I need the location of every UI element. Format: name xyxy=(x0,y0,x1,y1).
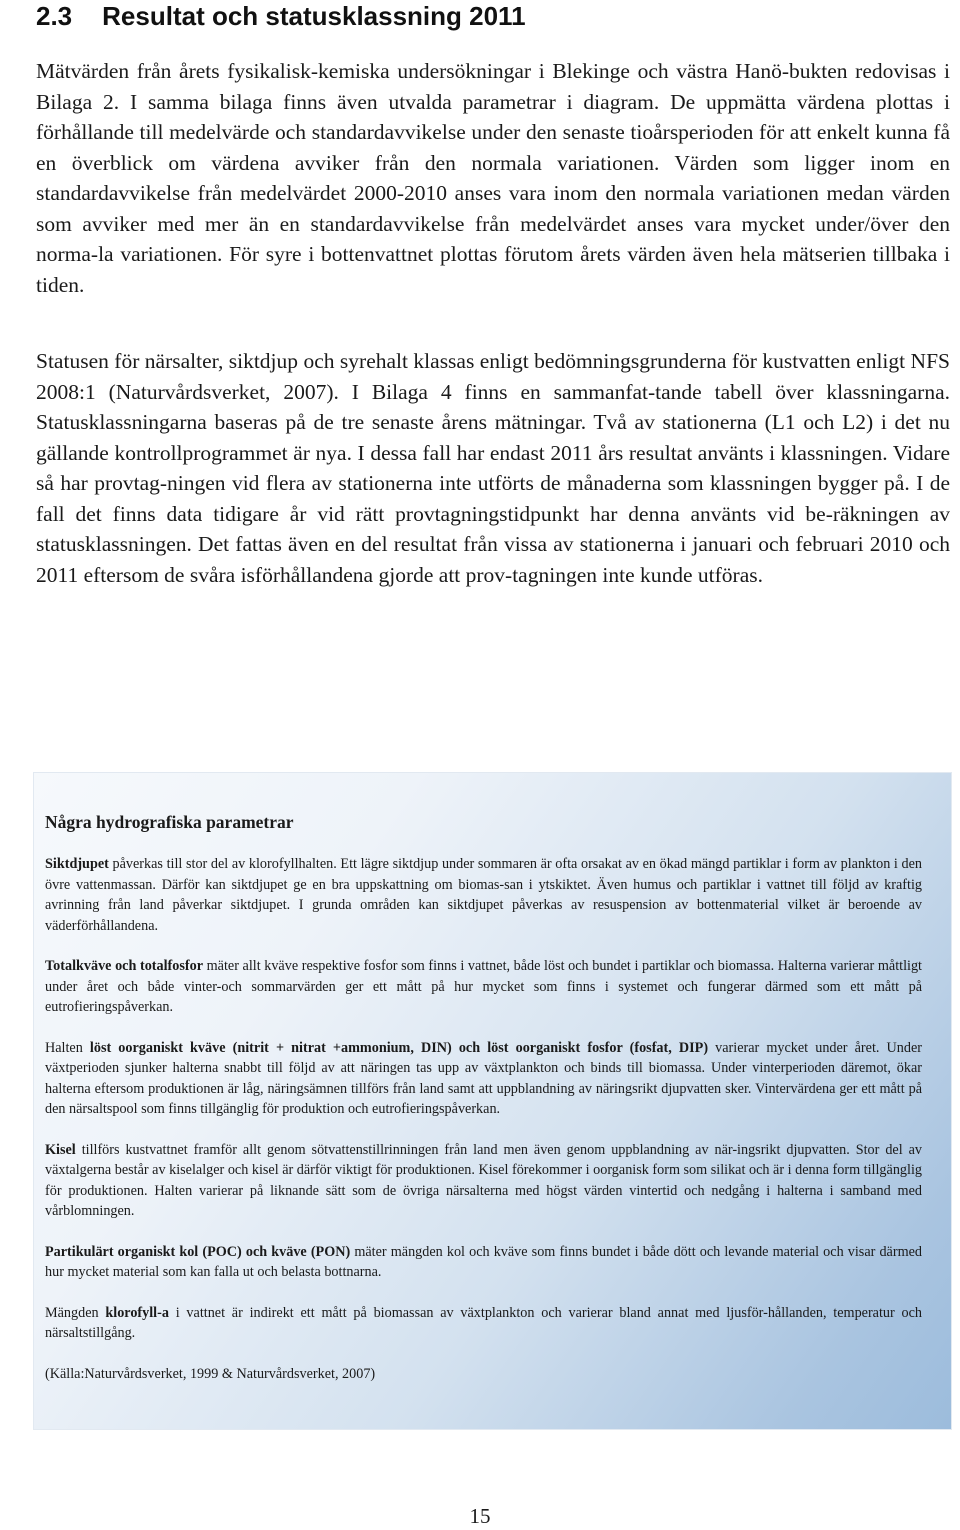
info-klorofyll-term: klorofyll-a xyxy=(105,1304,169,1321)
info-loost-text: varierar mycket under året. Under växtperioden sjunker halterna snabbt till följd av att näringen tas upp av växtplankton och binds till biomassa. Under vinterperioden däremot, ökar halterna eftersom produktionen är låg, näringsämnen tillförs från land samt att uppblandning av näringsrikt djupvatten sker. Vintervärdena ger ett mått på den närsaltspool som finns tillgänglig för produktion och eutrofieringspåverkan. xyxy=(45,1039,922,1117)
section-heading xyxy=(36,0,526,32)
section-title: Resultat och statusklassning 2011 xyxy=(102,1,526,31)
info-klorofyll-text: i vattnet är indirekt ett mått på biomassan av växtplankton och varierar bland annat med ljusför-hållanden, temperatur och närsaltstillgång. xyxy=(45,1304,922,1341)
body-paragraph-1: Mätvärden från årets fysikalisk-kemiska undersökningar i Blekinge och västra Hanö-bukten redovisas i Bilaga 2. I samma bilaga finns även utvalda parametrar i diagram. De uppmätta värdena plottas i förhållande till medelvärde och standardavvikelse under den senaste tioårsperioden för att enkelt kunna få en överblick om värdena avviker från den normala variationen. Värden som ligger inom en standardavvikelse från medelvärdet 2000-2010 anses vara inom den normala variationen medan värden som avviker med mer än en standardavvikelse från medelvärdet anses vara mycket under/över den norma-la variationen. För syre i bottenvattnet plottas förutom årets värden även hela mätserien tillbaka i tiden. xyxy=(36,59,950,297)
info-siktdjup-term: Siktdjupet xyxy=(45,856,109,872)
info-total-text: mäter allt kväve respektive fosfor som finns i vattnet, både löst och bundet i partiklar och biomassa. Halterna varierar måttligt under året och både vinter-och sommarvärden ger ett mått på hur mycket som finns i systemet och fungerar därmed som ett mått på eutrofieringspåverkan. xyxy=(45,958,922,1015)
info-siktdjup xyxy=(45,854,922,936)
info-loost xyxy=(45,1038,922,1120)
info-total-term: Totalkväve och totalfosfor xyxy=(45,958,204,974)
info-kisel xyxy=(45,1140,922,1222)
info-loost-term: löst oorganiskt kväve (nitrit + nitrat +ammonium, DIN) och löst oorganiskt fosfor (fosfat, DIP) xyxy=(89,1039,709,1056)
page-number: 15 xyxy=(469,1504,491,1528)
info-klorofyll-prefix: Mängden xyxy=(45,1304,106,1321)
info-kisel-term: Kisel xyxy=(45,1141,76,1158)
body-paragraph-2: Statusen för närsalter, siktdjup och syrehalt klassas enligt bedömningsgrunderna för kustvatten enligt NFS 2008:1 (Naturvårdsverket, 2007). I Bilaga 4 finns en sammanfat-tande tabell över klassningarna. Statusklassningarna baseras på de tre senaste årens mätningar. Två av stationerna (L1 och L2) i det nu gällande kontrollprogrammet är nya. I dessa fall har endast 2011 års resultat använts i klassningen. Vidare så har provtag-ningen vid flera av stationerna inte utförts de månaderna som klassningen bygger på. I de fall det finns data tidigare år vid rätt provtagningstidpunkt har denna använts vid be-räkningen av statusklassningen. Det fattas även en del resultat från vissa av stationerna i januari och februari 2010 och 2011 eftersom de svåra isförhållandena gjorde att prov-tagningen inte kunde utföras. xyxy=(36,349,950,587)
info-partikular-text: mäter mängden kol och kväve som finns bundet i både dött och levande material och visar därmed hur mycket material som kan falla ut och belasta bottnarna. xyxy=(45,1243,922,1280)
info-partikular xyxy=(45,1242,922,1283)
info-box xyxy=(33,772,952,1430)
section-number: 2.3 xyxy=(36,1,73,31)
info-kisel-text: tillförs kustvattnet framför allt genom sötvattenstillrinningen från land men även genom uppblandning av när-ingsrikt djupvatten. Stor del av växtalgerna består av kiselalger och kisel är därför viktigt för produktionen. Kisel förekommer i oorganisk form som silikat och är i denna form tillgänglig för produktionen. Halten varierar på liknande sätt som de övriga närsalterna med högst värden vintertid och nedgång i halterna i samband med vårblomningen. xyxy=(45,1141,922,1219)
info-siktdjup-text: påverkas till stor del av klorofyllhalten. Ett lägre siktdjup under sommaren är ofta orsakat av en ökad mängd partiklar i form av plankton i den övre vattenmassan. Därför kan siktdjupet ge en bra uppskattning om biomas-san i ytskiktet. Även humus och partiklar i vattnet till följd av kraftig avrinning från land påverkar siktdjupet. I grunda områden kan siktdjupet påverkas av resuspension av bottenmaterial vilket är beroende av väderförhållandena. xyxy=(45,856,922,934)
info-source: (Källa:Naturvårdsverket, 1999 & Naturvårdsverket, 2007) xyxy=(45,1365,376,1382)
info-loost-prefix: Halten xyxy=(45,1039,90,1056)
info-klorofyll xyxy=(45,1303,922,1344)
info-box-title: Några hydrografiska parametrar xyxy=(45,812,294,832)
info-partikular-term: Partikulärt organiskt kol (POC) och kväve (PON) xyxy=(45,1243,351,1260)
info-total xyxy=(45,956,922,1018)
